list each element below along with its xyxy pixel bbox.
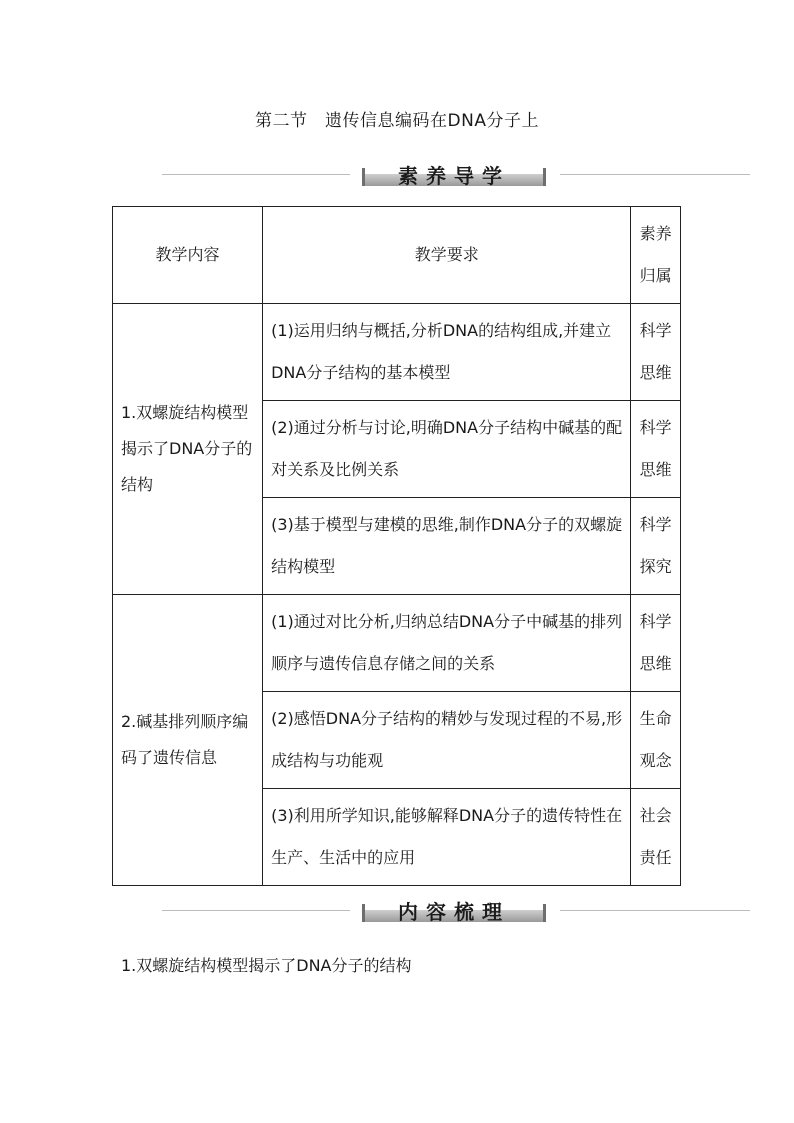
header-literacy: 素养归属 <box>631 207 681 304</box>
divider-line <box>560 910 750 911</box>
requirement-cell: (3)利用所学知识,能够解释DNA分子的遗传特性在生产、生活中的应用 <box>263 789 631 886</box>
divider-line <box>162 910 350 911</box>
table-header-row <box>113 207 681 304</box>
literacy-cell: 科学思维 <box>631 401 681 498</box>
requirement-cell: (1)运用归纳与概括,分析DNA的结构组成,并建立DNA分子结构的基本模型 <box>263 304 631 401</box>
table-row <box>113 595 681 692</box>
section-banner-content <box>162 898 750 924</box>
literacy-cell: 科学思维 <box>631 304 681 401</box>
banner-plate <box>362 162 546 186</box>
page-title: 第二节 遗传信息编码在DNA分子上 <box>255 111 539 131</box>
section-banner-guide <box>162 162 750 188</box>
literacy-cell: 生命观念 <box>631 692 681 789</box>
header-requirement: 教学要求 <box>263 207 631 304</box>
body-heading: 1.双螺旋结构模型揭示了DNA分子的结构 <box>121 956 412 975</box>
requirement-cell: (3)基于模型与建模的思维,制作DNA分子的双螺旋结构模型 <box>263 498 631 595</box>
literacy-cell: 科学探究 <box>631 498 681 595</box>
table-row <box>113 304 681 401</box>
section-title-guide: 素养导学 <box>398 164 510 188</box>
requirement-cell: (1)通过对比分析,归纳总结DNA分子中碱基的排列顺序与遗传信息存储之间的关系 <box>263 595 631 692</box>
header-content: 教学内容 <box>113 207 263 304</box>
divider-line <box>560 174 750 175</box>
content-cell: 1.双螺旋结构模型揭示了DNA分子的结构 <box>113 304 263 595</box>
literacy-cell: 社会责任 <box>631 789 681 886</box>
literacy-cell: 科学思维 <box>631 595 681 692</box>
section-title-content: 内容梳理 <box>398 900 510 924</box>
requirement-cell: (2)通过分析与讨论,明确DNA分子结构中碱基的配对关系及比例关系 <box>263 401 631 498</box>
divider-line <box>162 174 350 175</box>
content-cell: 2.碱基排列顺序编码了遗传信息 <box>113 595 263 886</box>
requirement-cell: (2)感悟DNA分子结构的精妙与发现过程的不易,形成结构与功能观 <box>263 692 631 789</box>
banner-plate <box>362 898 546 922</box>
requirements-table <box>112 206 681 886</box>
